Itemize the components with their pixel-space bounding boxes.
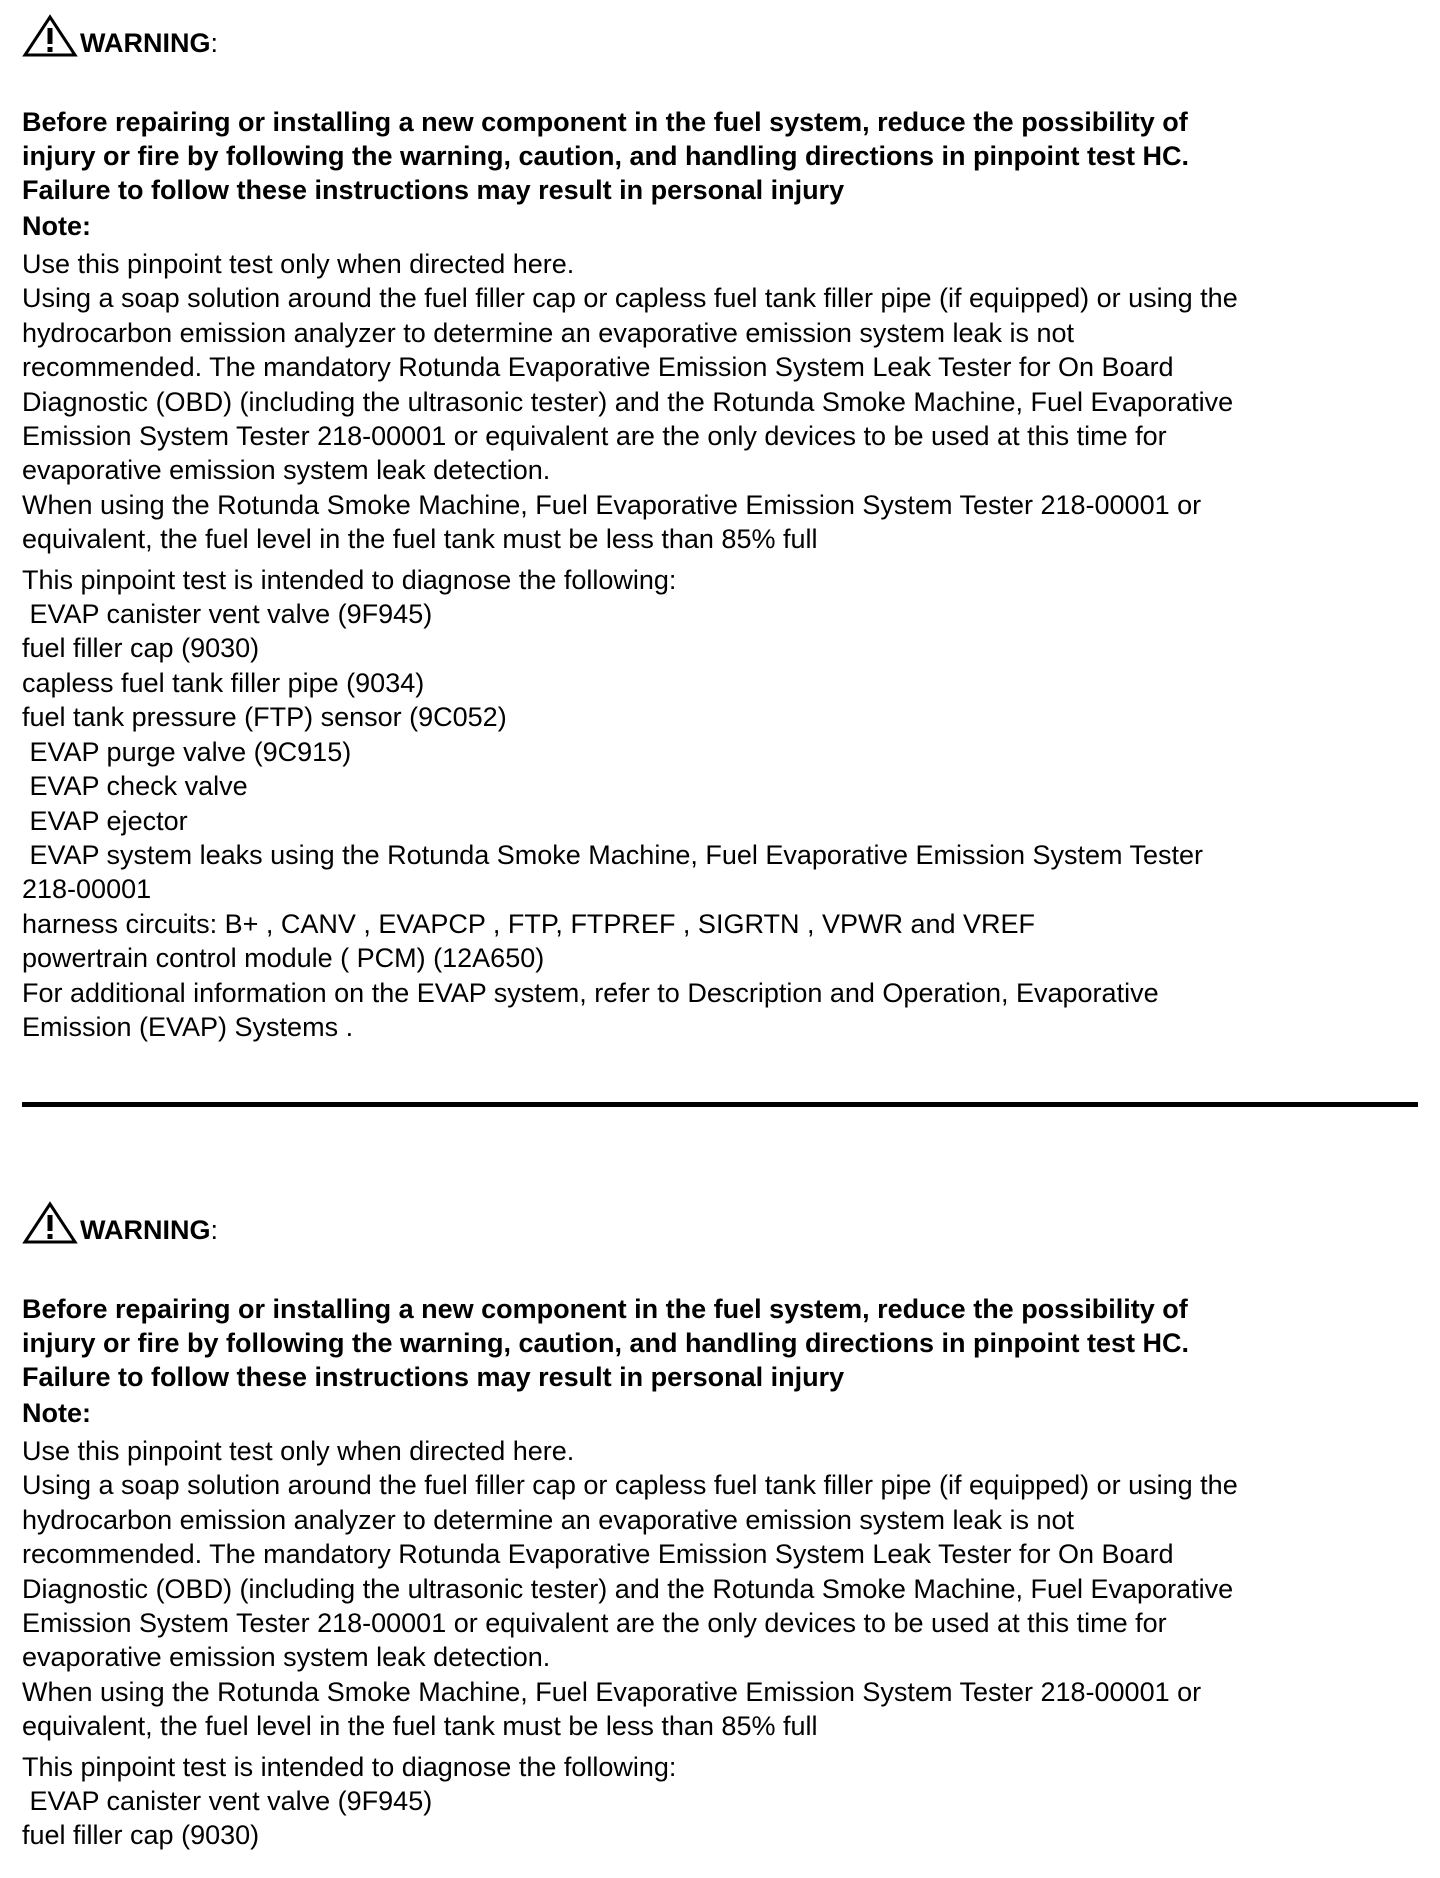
diagnose-line: EVAP system leaks using the Rotunda Smoke Machine, Fuel Evaporative Emission System Tester xyxy=(22,839,1204,870)
note-line: Using a soap solution around the fuel filler cap or capless fuel tank filler pipe (if equipped) or using the xyxy=(22,283,1238,314)
note-line: When using the Rotunda Smoke Machine, Fuel Evaporative Emission System Tester 218-00001 or xyxy=(22,1676,1202,1707)
note-line: recommended. The mandatory Rotunda Evaporative Emission System Leak Tester for On Board xyxy=(22,1539,1174,1570)
note-line: evaporative emission system leak detection. xyxy=(22,455,551,486)
diagnose-line: EVAP canister vent valve (9F945) xyxy=(22,1786,433,1817)
note-line: Use this pinpoint test only when directed here. xyxy=(22,1436,575,1466)
warning-label: WARNING xyxy=(80,28,211,58)
note-line: Emission System Tester 218-00001 or equivalent are the only devices to be used at this time for xyxy=(22,1608,1167,1639)
diagnose-line: EVAP ejector xyxy=(22,805,188,836)
warning-colon: : xyxy=(210,28,219,58)
note-line: recommended. The mandatory Rotunda Evaporative Emission System Leak Tester for On Board xyxy=(22,352,1174,383)
diagnose-line: For additional information on the EVAP system, refer to Description and Operation, Evaporative xyxy=(22,977,1159,1008)
warning-section-2 xyxy=(22,1195,1422,1853)
diagnose-line: 218-00001 xyxy=(22,874,152,905)
warning-label: WARNING xyxy=(80,1215,211,1245)
warning-text-line: Before repairing or installing a new component in the fuel system, reduce the possibility of xyxy=(22,1294,1188,1324)
warning-section-1 xyxy=(22,8,1422,1044)
note-line: equivalent, the fuel level in the fuel tank must be less than 85% full xyxy=(22,1711,818,1742)
warning-text-line: injury or fire by following the warning, caution, and handling directions in pinpoint test HC. xyxy=(22,141,1190,171)
diagnose-line: harness circuits: B+ , CANV , EVAPCP , FTP, FTPREF , SIGRTN , VPWR and VREF xyxy=(22,908,1036,939)
warning-header xyxy=(22,8,1422,58)
warning-text-line: Failure to follow these instructions may result in personal injury xyxy=(22,175,845,205)
note-label: Note: xyxy=(22,211,91,241)
diagnose-line: EVAP canister vent valve (9F945) xyxy=(22,599,433,630)
warning-triangle-icon xyxy=(22,14,78,58)
warning-text-line: Before repairing or installing a new component in the fuel system, reduce the possibility of xyxy=(22,107,1188,137)
note-line: Emission System Tester 218-00001 or equivalent are the only devices to be used at this time for xyxy=(22,421,1167,452)
warning-colon: : xyxy=(210,1215,219,1245)
note-line: hydrocarbon emission analyzer to determine an evaporative emission system leak is not xyxy=(22,317,1075,348)
note-line: Diagnostic (OBD) (including the ultrasonic tester) and the Rotunda Smoke Machine, Fuel Evaporative xyxy=(22,1573,1234,1604)
diagnose-line: Emission (EVAP) Systems . xyxy=(22,1011,354,1042)
note-line: Use this pinpoint test only when directed here. xyxy=(22,249,575,279)
diagnose-line: fuel filler cap (9030) xyxy=(22,1820,260,1851)
warning-text-line: injury or fire by following the warning, caution, and handling directions in pinpoint test HC. xyxy=(22,1328,1190,1358)
warning-header xyxy=(22,1195,1422,1245)
note-line: When using the Rotunda Smoke Machine, Fuel Evaporative Emission System Tester 218-00001 or xyxy=(22,489,1202,520)
section-divider xyxy=(22,1102,1418,1107)
diagnose-line: fuel tank pressure (FTP) sensor (9C052) xyxy=(22,702,507,733)
note-line: Using a soap solution around the fuel filler cap or capless fuel tank filler pipe (if equipped) or using the xyxy=(22,1470,1238,1501)
diagnose-line: EVAP check valve xyxy=(22,771,248,802)
warning-triangle-icon xyxy=(22,1201,78,1245)
note-line: hydrocarbon emission analyzer to determine an evaporative emission system leak is not xyxy=(22,1504,1075,1535)
diagnose-line: powertrain control module ( PCM) (12A650) xyxy=(22,943,545,974)
note-line: Diagnostic (OBD) (including the ultrasonic tester) and the Rotunda Smoke Machine, Fuel Evaporative xyxy=(22,386,1234,417)
diagnose-line: This pinpoint test is intended to diagnose the following: xyxy=(22,564,677,595)
note-label: Note: xyxy=(22,1398,91,1428)
note-line: evaporative emission system leak detection. xyxy=(22,1642,551,1673)
warning-text-line: Failure to follow these instructions may result in personal injury xyxy=(22,1362,845,1392)
note-line: equivalent, the fuel level in the fuel tank must be less than 85% full xyxy=(22,524,818,555)
diagnose-line: fuel filler cap (9030) xyxy=(22,633,260,664)
diagnose-line: capless fuel tank filler pipe (9034) xyxy=(22,667,425,698)
diagnose-line: EVAP purge valve (9C915) xyxy=(22,736,352,767)
diagnose-line: This pinpoint test is intended to diagnose the following: xyxy=(22,1751,677,1782)
